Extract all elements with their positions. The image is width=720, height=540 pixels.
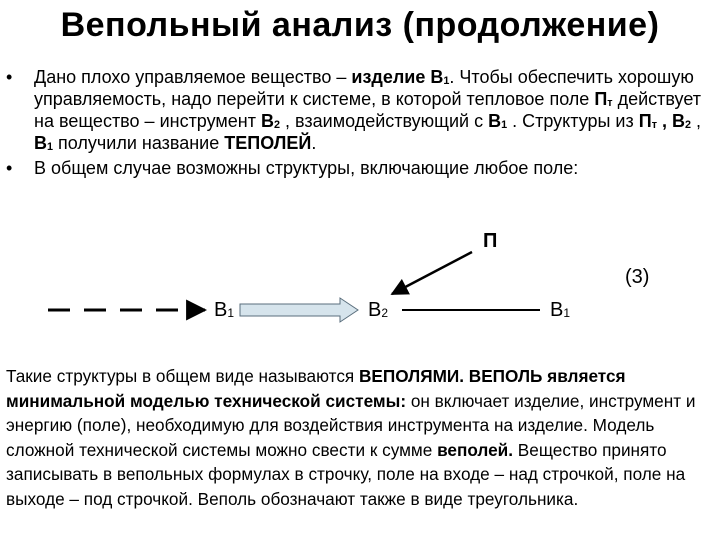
bullet-item-1	[6, 66, 714, 154]
tool-action-arrow	[240, 298, 358, 322]
bullet-item-2	[6, 157, 714, 179]
su-field-diagram	[0, 220, 720, 350]
bullet-marker: •	[6, 67, 13, 87]
node-b1-right: $В_1$	[550, 299, 571, 321]
field-label: П	[483, 230, 498, 252]
bullet1-text: Дано плохо управляемое вещество – изделие $В_1$. Чтобы обеспечить хорошую управляемость, надо перейти к системе, в которой тепловое поле $П_т$ действует на вещество – инструмент $В_2$ , взаимодействующий с $В_1$ . Структуры из $П_т$ , $В_2$ , $В_1$ получили название ТЕПОЛЕЙ.	[34, 67, 702, 153]
bullet2-text: В общем случае возможны структуры, включающие любое поле:	[34, 158, 579, 178]
node-b2: $В_2$	[368, 299, 389, 321]
diagram-arrows	[0, 220, 720, 350]
thermal-field-arrow	[392, 252, 472, 294]
formula-number: (3)	[625, 266, 650, 288]
bullet-list	[6, 66, 714, 179]
definition-paragraph: Такие структуры в общем виде называются ВЕПОЛЯМИ. ВЕПОЛЬ является минимальной моделью технической системы: он включает изделие, инструмент и энергию (поле), необходимую для воздействия инструмента на изделие. Модель сложной технической системы можно свести к сумме веполей. Вещество принято записывать в вепольных формулах в строчку, поле на входе – над строчкой, поле на выходе – под строчкой. Веполь обозначают также в виде треугольника.	[6, 366, 696, 509]
node-b1-left: $В_1$	[214, 299, 235, 321]
bullet-marker: •	[6, 158, 13, 178]
slide-title: Вепольный анализ (продолжение)	[60, 6, 660, 44]
